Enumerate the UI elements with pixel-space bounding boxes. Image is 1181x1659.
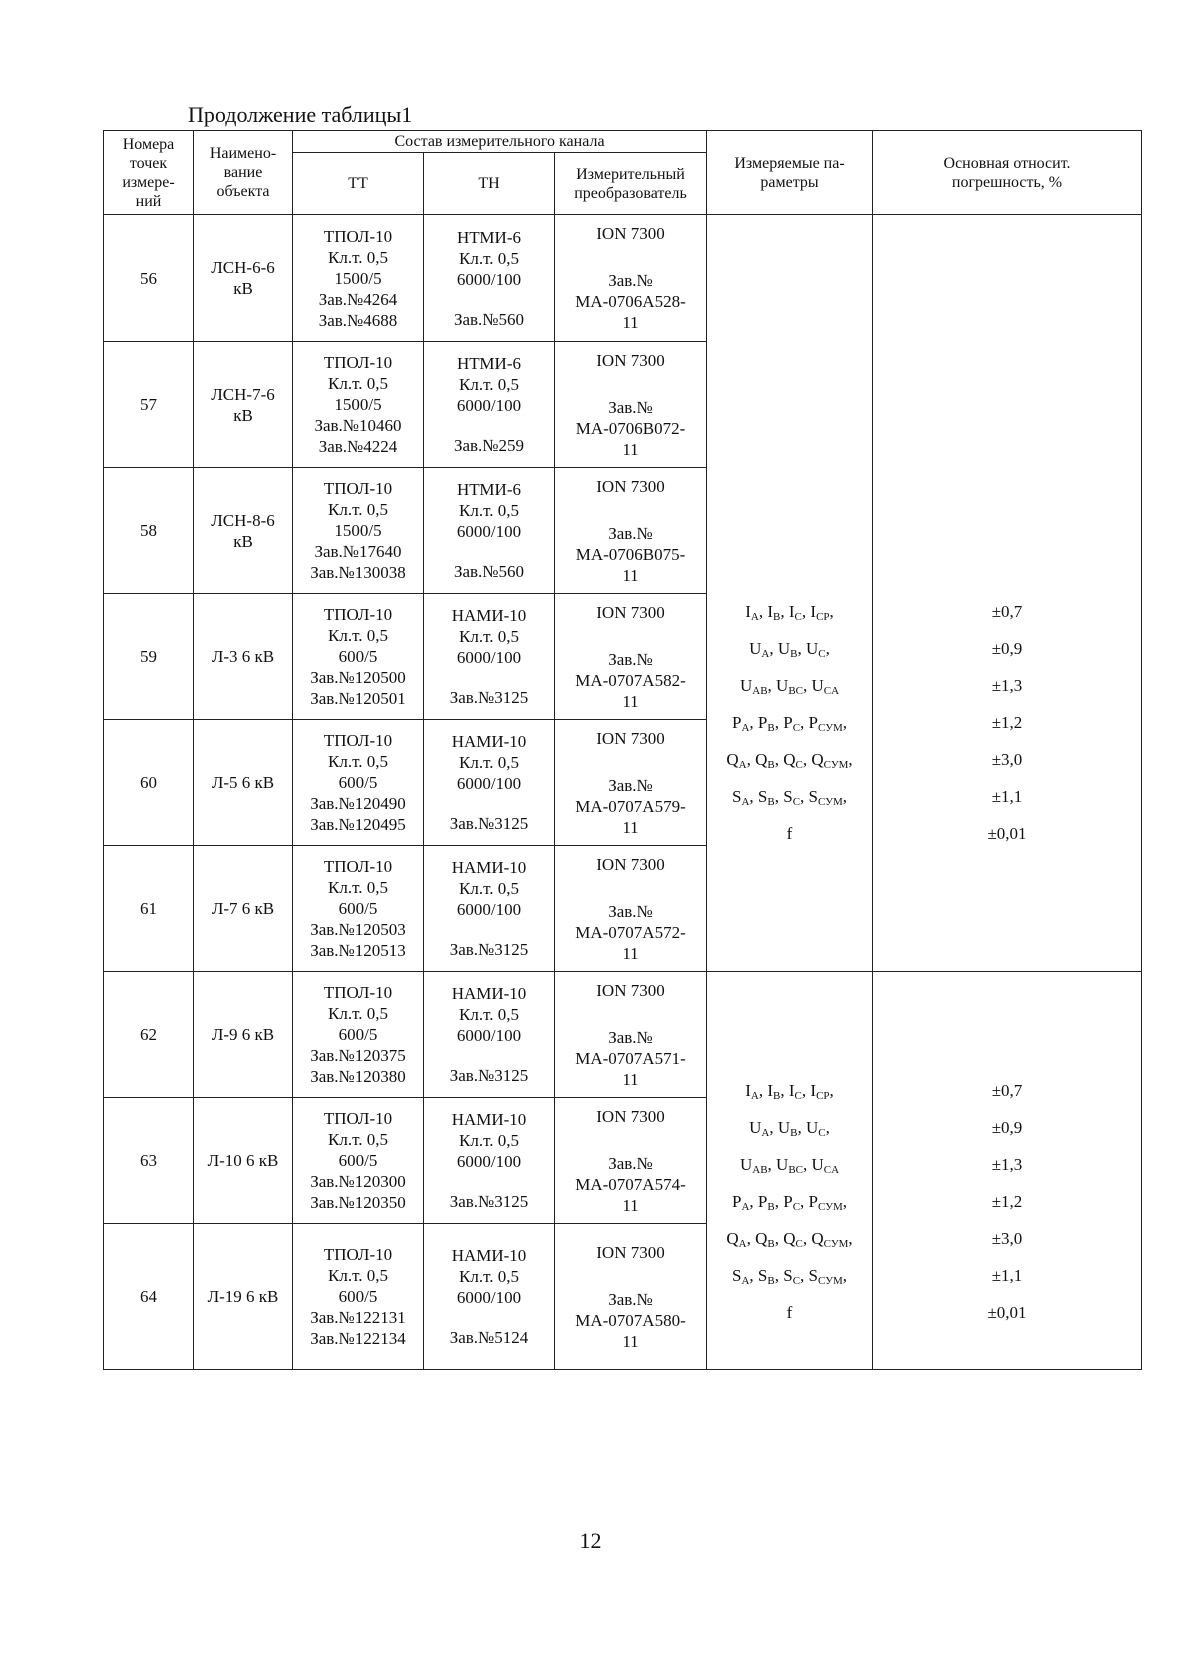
- parameter-item: $U_A$, $U_B$, $U_C$,: [749, 638, 830, 660]
- error-value: ±0,01: [987, 823, 1027, 843]
- error-value: ±1,3: [991, 675, 1023, 695]
- converter-line: Зав.№: [608, 271, 653, 290]
- converter-line: ION 7300: [596, 476, 665, 496]
- header-measured-params: [707, 131, 873, 215]
- current-transformer: [293, 1224, 424, 1370]
- point-number: 56: [104, 215, 194, 342]
- error-value: ±1,2: [991, 1192, 1023, 1211]
- converter-line: Зав.№: [608, 649, 653, 669]
- measuring-converter: [555, 1098, 707, 1224]
- converter-line: ION 7300: [596, 1106, 665, 1126]
- tt-line: Кл.т. 0,5: [328, 247, 388, 267]
- tn-line: Кл.т. 0,5: [459, 1005, 519, 1024]
- object-name-line: кВ: [233, 279, 253, 298]
- tn-line: 6000/100: [456, 396, 522, 415]
- tn-line: 6000/100: [456, 269, 522, 289]
- measuring-converter: [555, 972, 707, 1098]
- error-value: ±0,7: [991, 601, 1023, 621]
- point-number: 61: [104, 846, 194, 972]
- tt-line: Зав.№4264: [318, 289, 398, 309]
- tt-line: Зав.№4688: [318, 310, 398, 330]
- object-name-line: Л-9 6 кВ: [211, 1025, 275, 1044]
- page-number: 12: [579, 1528, 602, 1553]
- object-name: [194, 342, 293, 468]
- current-transformer: [293, 594, 424, 720]
- header-measured-params-line: Измеряемые па-: [734, 154, 845, 172]
- object-name: [194, 720, 293, 846]
- tn-line: НАМИ-10: [451, 1110, 527, 1129]
- tt-line: ТПОЛ-10: [323, 1109, 393, 1128]
- tn-line: НТМИ-6: [457, 354, 521, 373]
- tt-line: ТПОЛ-10: [323, 731, 393, 750]
- current-transformer: [293, 972, 424, 1098]
- object-name-line: кВ: [233, 405, 253, 425]
- tn-line: Кл.т. 0,5: [459, 501, 519, 520]
- converter-line: 11: [622, 313, 639, 332]
- parameter-item: $U_{AB}$, $U_{BC}$, $U_{CA}$: [739, 675, 840, 697]
- object-name-line: ЛСН-6-6: [211, 258, 275, 277]
- object-name-line: Л-19 6 кВ: [207, 1287, 279, 1306]
- tn-line: Зав.№5124: [449, 1328, 529, 1347]
- error-value: ±1,2: [991, 712, 1023, 732]
- current-transformer: [293, 215, 424, 342]
- table-row: [104, 972, 1142, 1098]
- converter-line: МА-0706В072-: [575, 418, 686, 438]
- error-value: ±3,0: [991, 1229, 1023, 1248]
- tt-line: Зав.№4224: [318, 437, 398, 456]
- current-transformer: [293, 846, 424, 972]
- object-name-line: Л-10 6 кВ: [207, 1151, 279, 1170]
- tt-line: 600/5: [338, 1287, 378, 1306]
- current-transformer: [293, 1098, 424, 1224]
- measuring-converter: [555, 468, 707, 594]
- parameter-item: $P_A$, $P_B$, $P_C$, $P_{СУМ}$,: [732, 712, 848, 734]
- tt-line: Зав.№120503: [310, 920, 406, 939]
- group-1-errors: [873, 215, 1142, 972]
- tt-line: Зав.№120500: [310, 668, 406, 687]
- parameter-item: $U_{AB}$, $U_{BC}$, $U_{CA}$: [739, 1155, 840, 1176]
- converter-line: МА-0706А528-: [575, 292, 686, 311]
- tn-line: Зав.№3125: [449, 1066, 529, 1085]
- error-value: ±0,7: [991, 1081, 1023, 1100]
- object-name-line: ЛСН-8-6: [211, 510, 275, 530]
- header-point-number-line: измере-: [122, 173, 175, 191]
- tt-line: 600/5: [338, 773, 378, 792]
- tn-line: Зав.№560: [453, 562, 525, 581]
- tt-line: Зав.№120501: [310, 689, 406, 708]
- parameter-item: $S_A$, $S_B$, $S_C$, $S_{СУМ}$,: [732, 1266, 848, 1287]
- header-tn: ТН: [424, 153, 555, 215]
- tt-line: ТПОЛ-10: [323, 226, 393, 246]
- converter-line: 11: [622, 1069, 639, 1089]
- tt-line: Зав.№120495: [310, 815, 406, 834]
- header-object-name-line: Наимено-: [209, 145, 277, 162]
- error-value: ±1,1: [991, 1266, 1023, 1285]
- tn-line: 6000/100: [456, 648, 522, 667]
- header-relative-error-line: погрешность, %: [951, 173, 1063, 191]
- object-name: [194, 468, 293, 594]
- tt-line: ТПОЛ-10: [323, 1245, 393, 1264]
- tn-line: Кл.т. 0,5: [459, 1267, 519, 1286]
- table-caption: Продолжение таблицы1: [188, 102, 413, 127]
- group-2-params: [707, 972, 873, 1370]
- object-name: [194, 215, 293, 342]
- converter-line: 11: [622, 439, 639, 459]
- point-number: 63: [104, 1098, 194, 1224]
- group-2-errors: [873, 972, 1142, 1370]
- parameter-item: $Q_A$, $Q_B$, $Q_C$, $Q_{СУМ}$,: [726, 1229, 853, 1250]
- current-transformer: [293, 342, 424, 468]
- converter-line: ION 7300: [596, 728, 665, 748]
- header-converter: [555, 153, 707, 215]
- object-name-line: Л-3 6 кВ: [211, 647, 275, 666]
- tt-line: ТПОЛ-10: [323, 479, 393, 498]
- tn-line: 6000/100: [456, 900, 522, 919]
- parameter-item: f: [786, 1303, 793, 1322]
- tn-line: НАМИ-10: [451, 1246, 527, 1265]
- header-object-name-line: объекта: [216, 183, 270, 200]
- converter-line: МА-0707А572-: [575, 922, 686, 942]
- header-tt: ТТ: [293, 153, 424, 215]
- header-relative-error: [873, 131, 1142, 215]
- measuring-converter: [555, 215, 707, 342]
- voltage-transformer: [424, 215, 555, 342]
- error-value: ±0,01: [987, 1303, 1027, 1322]
- voltage-transformer: [424, 720, 555, 846]
- object-name-line: Л-5 6 кВ: [211, 773, 275, 792]
- tt-line: ТПОЛ-10: [323, 857, 393, 876]
- error-value: ±0,9: [991, 1118, 1023, 1137]
- table-row: [104, 215, 1142, 342]
- object-name: [194, 846, 293, 972]
- point-number: 59: [104, 594, 194, 720]
- tn-line: Кл.т. 0,5: [459, 879, 519, 898]
- tn-line: НАМИ-10: [451, 606, 527, 625]
- tn-line: НАМИ-10: [451, 858, 527, 877]
- tt-line: Кл.т. 0,5: [328, 500, 388, 519]
- tt-line: Зав.№17640: [314, 542, 402, 561]
- tn-line: 6000/100: [456, 1288, 522, 1307]
- converter-line: ION 7300: [596, 350, 665, 370]
- header-object-name: [194, 131, 293, 215]
- converter-line: 11: [622, 565, 639, 585]
- measuring-converter: [555, 846, 707, 972]
- tt-line: Кл.т. 0,5: [328, 1130, 388, 1149]
- point-number: 57: [104, 342, 194, 468]
- tt-line: 1500/5: [334, 395, 382, 414]
- parameter-item: $I_A$, $I_B$, $I_C$, $I_{CP}$,: [745, 1081, 834, 1102]
- converter-line: МА-0707А571-: [575, 1048, 686, 1068]
- tt-line: Кл.т. 0,5: [328, 878, 388, 897]
- point-number: 64: [104, 1224, 194, 1370]
- header-point-number-line: ний: [135, 192, 162, 210]
- tn-line: Зав.№3125: [449, 814, 529, 833]
- converter-line: Зав.№: [608, 523, 653, 543]
- measurement-channels-table: [103, 130, 1142, 1370]
- converter-line: МА-0707А579-: [575, 796, 686, 816]
- tn-line: Зав.№3125: [449, 1192, 529, 1211]
- converter-line: 11: [622, 1331, 639, 1351]
- tn-line: 6000/100: [456, 522, 522, 541]
- object-name: [194, 1098, 293, 1224]
- tt-line: Кл.т. 0,5: [328, 752, 388, 771]
- tt-line: 600/5: [338, 647, 378, 666]
- tt-line: Кл.т. 0,5: [328, 374, 388, 393]
- tt-line: ТПОЛ-10: [323, 983, 393, 1002]
- error-value: ±1,1: [991, 786, 1023, 806]
- tt-line: ТПОЛ-10: [323, 605, 393, 624]
- tn-line: НАМИ-10: [451, 732, 527, 751]
- tn-line: НТМИ-6: [457, 227, 521, 247]
- tn-line: Зав.№259: [453, 436, 525, 455]
- tt-line: Зав.№130038: [310, 563, 406, 582]
- converter-line: МА-0707А580-: [575, 1310, 686, 1330]
- tt-line: Зав.№120490: [310, 794, 406, 813]
- tt-line: Зав.№120380: [310, 1067, 406, 1086]
- tn-line: 6000/100: [456, 1026, 522, 1045]
- converter-line: ION 7300: [596, 1242, 665, 1262]
- converter-line: МА-0707А582-: [575, 670, 686, 690]
- tn-line: Кл.т. 0,5: [459, 248, 519, 268]
- parameter-item: $I_A$, $I_B$, $I_C$, $I_{CP}$,: [745, 601, 834, 623]
- header-object-name-line: вание: [223, 164, 263, 181]
- object-name: [194, 1224, 293, 1370]
- measuring-converter: [555, 594, 707, 720]
- voltage-transformer: [424, 594, 555, 720]
- error-value: ±1,3: [991, 1155, 1023, 1174]
- tt-line: 1500/5: [334, 268, 382, 288]
- converter-line: ION 7300: [596, 980, 665, 1000]
- parameter-item: $P_A$, $P_B$, $P_C$, $P_{СУМ}$,: [732, 1192, 848, 1213]
- object-name-line: ЛСН-7-6: [211, 384, 275, 404]
- tn-line: 6000/100: [456, 774, 522, 793]
- point-number: 58: [104, 468, 194, 594]
- converter-line: Зав.№: [608, 1153, 653, 1173]
- tt-line: Кл.т. 0,5: [328, 626, 388, 645]
- tn-line: Зав.№3125: [449, 940, 529, 959]
- converter-line: МА-0706В075-: [575, 544, 686, 564]
- tn-line: 6000/100: [456, 1152, 522, 1171]
- parameter-item: $S_A$, $S_B$, $S_C$, $S_{СУМ}$,: [732, 786, 848, 808]
- converter-line: Зав.№: [608, 1027, 653, 1047]
- voltage-transformer: [424, 468, 555, 594]
- tn-line: Зав.№560: [453, 309, 525, 329]
- converter-line: Зав.№: [608, 775, 653, 795]
- tt-line: Зав.№120513: [310, 941, 406, 960]
- measuring-converter: [555, 342, 707, 468]
- converter-line: ION 7300: [596, 854, 665, 874]
- voltage-transformer: [424, 1224, 555, 1370]
- converter-line: Зав.№: [608, 1289, 653, 1309]
- header-point-number-line: точек: [129, 154, 168, 172]
- parameter-item: $U_A$, $U_B$, $U_C$,: [749, 1118, 830, 1139]
- point-number: 60: [104, 720, 194, 846]
- measuring-converter: [555, 720, 707, 846]
- tt-line: Кл.т. 0,5: [328, 1266, 388, 1285]
- group-1-params: [707, 215, 873, 972]
- header-channel-composition: Состав измерительного канала: [293, 131, 707, 153]
- header-point-number-line: Номера: [122, 135, 175, 153]
- tn-line: Зав.№3125: [449, 688, 529, 707]
- voltage-transformer: [424, 1098, 555, 1224]
- converter-line: Зав.№: [608, 901, 653, 921]
- header-converter-line: преобразователь: [574, 184, 687, 202]
- tt-line: Зав.№120300: [310, 1172, 406, 1191]
- current-transformer: [293, 468, 424, 594]
- header-converter-line: Измерительный: [576, 165, 685, 183]
- measuring-converter: [555, 1224, 707, 1370]
- tt-line: Зав.№120350: [310, 1193, 406, 1212]
- object-name-line: Л-7 6 кВ: [211, 899, 275, 918]
- point-number: 62: [104, 972, 194, 1098]
- tn-line: НТМИ-6: [457, 480, 521, 499]
- parameter-item: $Q_A$, $Q_B$, $Q_C$, $Q_{СУМ}$,: [726, 749, 853, 771]
- converter-line: ION 7300: [596, 224, 665, 243]
- tt-line: Зав.№10460: [314, 416, 402, 435]
- converter-line: 11: [622, 943, 639, 963]
- current-transformer: [293, 720, 424, 846]
- object-name: [194, 594, 293, 720]
- converter-line: 11: [622, 691, 639, 711]
- tn-line: НАМИ-10: [451, 984, 527, 1003]
- header-point-number: [104, 131, 194, 215]
- tn-line: Кл.т. 0,5: [459, 375, 519, 394]
- tt-line: 600/5: [338, 1151, 378, 1170]
- tt-line: ТПОЛ-10: [323, 353, 393, 372]
- tt-line: Зав.№120375: [310, 1046, 406, 1065]
- error-value: ±0,9: [991, 638, 1023, 658]
- tt-line: 600/5: [338, 1025, 378, 1044]
- tn-line: Кл.т. 0,5: [459, 753, 519, 772]
- voltage-transformer: [424, 846, 555, 972]
- converter-line: ION 7300: [596, 602, 665, 622]
- voltage-transformer: [424, 342, 555, 468]
- converter-line: 11: [622, 817, 639, 837]
- tt-line: 600/5: [338, 899, 378, 918]
- header-measured-params-line: раметры: [760, 173, 819, 191]
- tt-line: Кл.т. 0,5: [328, 1004, 388, 1023]
- tn-line: Кл.т. 0,5: [459, 1131, 519, 1150]
- converter-line: 11: [622, 1195, 639, 1215]
- object-name: [194, 972, 293, 1098]
- tt-line: Зав.№122131: [310, 1308, 406, 1327]
- header-relative-error-line: Основная относит.: [943, 154, 1071, 172]
- parameter-item: f: [786, 823, 793, 843]
- tn-line: Кл.т. 0,5: [459, 627, 519, 646]
- converter-line: Зав.№: [608, 397, 653, 417]
- object-name-line: кВ: [233, 531, 253, 551]
- tt-line: 1500/5: [334, 521, 382, 540]
- voltage-transformer: [424, 972, 555, 1098]
- error-value: ±3,0: [991, 749, 1023, 769]
- tt-line: Зав.№122134: [310, 1329, 406, 1348]
- converter-line: МА-0707А574-: [575, 1174, 686, 1194]
